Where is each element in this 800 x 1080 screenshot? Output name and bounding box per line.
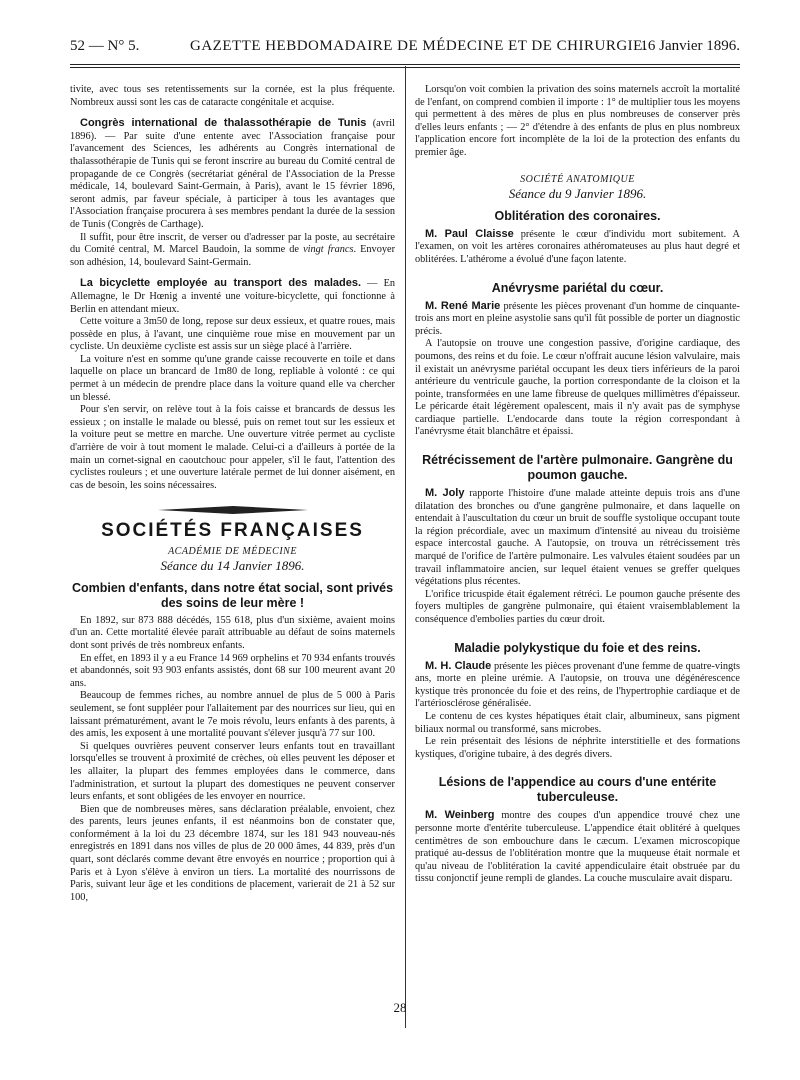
anev-title: Anévrysme pariétal du cœur.: [491, 280, 664, 295]
oblit-body: présente le cœur d'individu mort subitement. A l'examen, on voit les artères coronaires athéromateuses au plus haut degré et oblitérées. L'athérome a évolué d'une façon latente.: [415, 228, 740, 265]
societe-anatomique-heading: SOCIÉTÉ ANATOMIQUE: [520, 173, 635, 185]
issue-date: 16 Janvier 1896.: [640, 38, 740, 54]
retr-p2: L'orifice tricuspide était également rétréci. Le poumon gauche présente des foyers multiples de gangrène pulmonaire, qui étaient vraisemblablement la conséquence d'embolies parties du cœur droit.: [415, 588, 740, 625]
combien-p1: En 1892, sur 873 888 décédés, 155 618, plus d'un sixième, avaient moins d'un an. Cette mortalité élevée paraît attribuable au défaut de soins maternels dont sont privés de très nombreux enfants.: [70, 614, 395, 651]
page-header: [70, 38, 740, 64]
retr-author: M. Joly: [425, 487, 465, 500]
seance-academie: Séance du 14 Janvier 1896.: [160, 558, 305, 574]
seance-anatomique: Séance du 9 Janvier 1896.: [508, 186, 647, 202]
oblit-paragraph: [415, 228, 740, 267]
congres-body: (avril 1896). — Par suite d'une entente avec l'Association française pour l'avancement des Sciences, les adhérents au Congrès international de thalassothérapie de Tunis qui se feront inscrire au bureau du Comité central de propagande de ce Congrès (secrétariat général de l'Association de la Presse médicale, 14, boulevard Saint-Germain, à Paris), avant le 15 février 1896, seront admis, par faveur spéciale, à participer à tous les avantages que l'Association française procurera à ses membres pendant la durée de la session de Tunis (Congrès de Carthage).: [70, 118, 395, 230]
congres-paragraph-2: [70, 232, 395, 270]
ornament-icon: [158, 506, 308, 514]
lesions-body: montre des coupes d'un appendice trouvé chez une personne morte d'entérite tuberculeuse. L'appendice était oblitéré à quelques centimètres de son embouchure dans le cæcum. L'examen microscopique pratiqué au-dessus de l'oblitération montre que la muqueuse était normale et qu'au niveau de l'oblitération la cavité appendiculaire était obstruée par du tissu conjonctif jeune rempli de glandes. La couche musculaire avait disparu.: [415, 810, 740, 885]
congres-title: Congrès international de thalassothérapie de Tunis: [80, 117, 367, 130]
bicyclette-paragraph: [70, 277, 395, 316]
anev-paragraph: [415, 300, 740, 339]
page-number: 28: [393, 1000, 407, 1015]
column-divider: [405, 66, 406, 1028]
lesions-author: M. Weinberg: [425, 809, 495, 822]
right-column: [415, 84, 740, 886]
bicyclette-title: La bicyclette employée au transport des malades.: [80, 277, 362, 290]
header-rule: [70, 64, 740, 65]
anev-author: M. René Marie: [425, 299, 501, 312]
bicyclette-p3: La voiture n'est en somme qu'une grande caisse recouverte en toile et dans laquelle on place un brancard de 1m80 de long, repliable à volonté : ce qui permet à un médecin de prendre place dans la voiture quand elle va chercher un blessé.: [70, 353, 395, 403]
anev-p2: A l'autopsie on trouve une congestion passive, d'origine cardiaque, des poumons, des reins et du foie. Le cœur n'offrait aucune lésion valvulaire, mais il existait un anévrysme pariétal occupant les deux tiers inférieurs de la paroi antérieure du ventricule gauche, la portion correspondante de la cloison et la pointe, transformées en une lame fibreuse de quelques millimètres d'épaisseur. Le péricarde était légèrement opalescent, mais il n'y avait pas de symphyse cardiaque partielle. L'endocarde dans toute la région correspondant à l'anévrysme était blanchâtre et épaissi.: [415, 338, 740, 438]
malad-body: présente les pièces provenant d'une femme de quatre-vingts ans, morte en pleine urémie. A l'autopsie, on trouva une dégénérescence kystique très prononcée du foie et des reins, de l'hypertrophie cardiaque et de l'artériosclérose généralisée.: [415, 660, 740, 710]
malad-p2: Le contenu de ces kystes hépatiques était clair, albumineux, sans pigment biliaux normal ou transformé, sans microbes.: [415, 710, 740, 735]
intro-paragraph: tivite, avec tous ses retentissements sur la cornée, est la plus fréquente. Nombreux aussi sont les cas de cataracte congénitale et acquise.: [70, 84, 395, 108]
issue-number: 52 — N° 5.: [70, 38, 140, 54]
retr-body: rapporte l'histoire d'une malade atteinte depuis trois ans d'une dilatation des bronches ou d'une gangrène pulmonaire, et dans laquelle on entendait à l'auscultation du cœur un bruit de souffle systolique occupant toute la région précordiale, avec un maximum d'intensité au niveau du troisième espace intercostal gauche. A l'autopsie, on trouva un rétrécissement très marqué de l'orifice de l'artère pulmonaire. Les valvules étaient soudées par un travail inflammatoire ancien, sur lequel étaient venues se greffer quelques végétations plus récentes.: [415, 488, 740, 588]
congres-paragraph: [70, 117, 395, 231]
congres-body2-b: . Envoyer son adhésion, 14, boulevard Saint-Germain.: [70, 244, 395, 268]
combien-p5: Bien que de nombreuses mères, sans déclaration préalable, envoient, chez des parents, leurs jeunes enfants, il est néanmoins bon de constater que, conformément à la loi du 23 décembre 1874, sur les 181 943 nouveau-nés enregistrés en 1891 dans nos villes de plus de 20 000 âmes, 44 839, près d'un quart, sont déclarés comme devant être envoyés en nourrice ; proportion qui à Paris et à Lyon s'élève à environ un tiers. La mortalité des nourrissons de Paris, suivant leur âge et les conditions de placement, varierait de 21 à 52 sur 100,: [70, 803, 395, 903]
journal-title: GAZETTE HEBDOMADAIRE DE MÉDECINE ET DE CHIRURGIE.: [190, 38, 648, 54]
malad-p3: Le rein présentait des lésions de néphrite interstitielle et des formations kystiques, d'origine tubaire, à des degrés divers.: [415, 736, 740, 760]
academie-heading: ACADÉMIE DE MÉDECINE: [168, 545, 297, 557]
lesions-paragraph: [415, 809, 740, 886]
oblit-title: Oblitération des coronaires.: [494, 208, 661, 223]
left-column: [70, 84, 395, 904]
ornament-divider: [70, 506, 395, 519]
combien-p4: Si quelques ouvrières peuvent conserver leurs enfants tout en travaillant lorsqu'elles se trouvent à proximité de crèches, où elles peuvent les déposer et les allaiter, la plupart des femmes employées dans le commerce, dans l'administration, et surtout la plupart des domestiques ne peuvent conserver leurs enfants, et sont obligées de les envoyer en nourrice.: [70, 740, 395, 803]
retr-title: Rétrécissement de l'artère pulmonaire. Gangrène du poumon gauche.: [422, 453, 733, 483]
anev-body: présente les pièces provenant d'un homme de cinquante-trois ans mort en pleine asystolie sans qu'il fût possible de porter un diagnostic précis.: [415, 300, 740, 337]
combien-title: Combien d'enfants, dans notre état social, sont privés des soins de leur mère !: [71, 580, 394, 610]
combien-p2: En effet, en 1893 il y a eu France 14 969 orphelins et 70 934 enfants trouvés et abandonnés, soit 93 903 enfants assistés, dont 68 sur 100 meurent avant 20 ans.: [70, 652, 395, 689]
congres-body2-a: Il suffit, pour être inscrit, de verser ou d'adresser par la poste, au secrétaire du Comité central, M. Marcel Baudoin, la somme de: [70, 231, 395, 256]
combien-p3: Beaucoup de femmes riches, au nombre annuel de plus de 5 000 à Paris seulement, se font suppléer pour l'allaitement par des nourrices sur lieu, qui en laissant prématurément, avant le 7e mois révolu, leurs enfants à des parents, à des amis, les exposent à une mortalité pouvant s'élever jusqu'à 77 sur 100.: [70, 690, 395, 740]
bicyclette-p4: Pour s'en servir, on relève tout à la fois caisse et brancards de dessus les essieux ; on installe le malade ou blessé, puis on remet tout sur les essieux et la voiture peut se mettre en marche. Une ouverture vitrée permet au cycliste d'arrière de voir à tout moment le malade. Celui-ci a d'ailleurs à portée de la main un cornet-signal en caoutchouc pour appeler, s'il le faut, l'attention des cyclistes rouleurs ; et une ouverture latérale permet de lui donner aisément, en cas de besoin, les soins nécessaires.: [70, 404, 395, 491]
malad-title: Maladie polykystique du foie et des reins.: [454, 640, 701, 655]
bicyclette-body: — En Allemagne, le Dr Hœnig a inventé une voiture-bicyclette, qui fonctionne à Berlin en attendant mieux.: [70, 278, 396, 315]
right-intro: Lorsqu'on voit combien la privation des soins maternels accroît la mortalité de l'enfant, on comprend combien il importe : 1° de multiplier tous les moyens qui permettent à des mères de plus en plus nombreuses de conserver près d'elles leurs enfants ; — 2° d'étendre à des enfants de plus en plus nombreux l'application encore fort incomplète de la loi de la protection des enfants du premier âge.: [415, 84, 740, 158]
bicyclette-p2: Cette voiture a 3m50 de long, repose sur deux essieux, et quatre roues, mais possède en plus, à l'avant, une cinquième roue mise en mouvement par un cycliste. Un deuxième cycliste est assis sur un siège placé à l'arrière.: [70, 316, 395, 353]
societes-heading: SOCIÉTÉS FRANÇAISES: [101, 520, 364, 541]
malad-paragraph: [415, 660, 740, 711]
lesions-title: Lésions de l'appendice au cours d'une entérite tuberculeuse.: [438, 775, 717, 805]
oblit-author: M. Paul Claisse: [425, 227, 514, 240]
congres-body2-italic: vingt francs: [303, 244, 354, 256]
malad-author: M. H. Claude: [425, 659, 492, 672]
retr-paragraph: [415, 487, 740, 589]
